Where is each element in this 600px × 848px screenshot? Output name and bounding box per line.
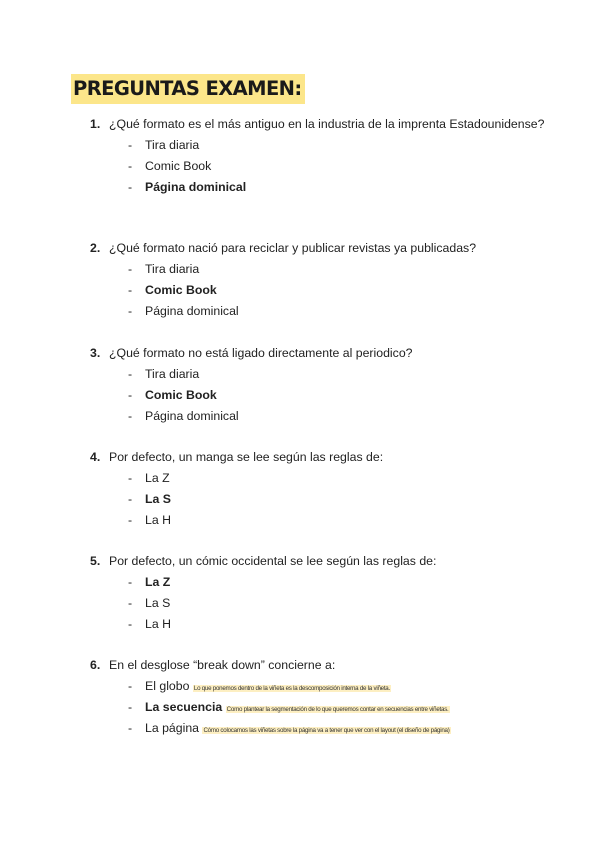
option-item: - Tira diaria bbox=[128, 367, 200, 381]
page-title: PREGUNTAS EXAMEN: bbox=[71, 74, 305, 104]
option-item: - El globo Lo que ponemos dentro de la viñeta es la descomposición interna de la viñeta. bbox=[128, 679, 390, 693]
question-6 bbox=[90, 655, 560, 741]
question-3 bbox=[90, 343, 560, 427]
option-label: Comic Book bbox=[145, 283, 217, 297]
options-list bbox=[90, 468, 560, 531]
question-1 bbox=[90, 114, 560, 198]
question-number: 2. bbox=[90, 241, 101, 255]
question-number: 6. bbox=[90, 658, 101, 672]
option-label: La S bbox=[145, 492, 171, 506]
option-label: Página dominical bbox=[145, 409, 239, 423]
option-item: - La Z bbox=[128, 471, 170, 485]
question-text: ¿Qué formato nació para reciclar y publicar revistas ya publicadas? bbox=[109, 241, 477, 255]
question-text: ¿Qué formato es el más antiguo en la industria de la imprenta Estadounidense? bbox=[109, 117, 545, 131]
options-list bbox=[90, 135, 560, 198]
question-2 bbox=[90, 238, 560, 322]
question-number: 3. bbox=[90, 346, 101, 360]
option-item: - La página Cómo colocamos las viñetas sobre la página va a tener que ver con el layout (el diseño de página) bbox=[128, 721, 450, 735]
option-label: La Z bbox=[145, 471, 170, 485]
option-label: La secuencia bbox=[145, 700, 223, 714]
option-item: - Comic Book bbox=[128, 159, 212, 173]
options-list bbox=[90, 364, 560, 427]
options-list bbox=[90, 572, 560, 635]
option-label: La S bbox=[145, 596, 171, 610]
option-label: Comic Book bbox=[145, 388, 217, 402]
option-item-correct: - Comic Book bbox=[128, 388, 217, 402]
option-label: Página dominical bbox=[145, 304, 239, 318]
option-label: La Z bbox=[145, 575, 171, 589]
option-item: - La S bbox=[128, 596, 171, 610]
option-label: Tira diaria bbox=[145, 367, 200, 381]
option-note: Lo que ponemos dentro de la viñeta es la descomposición interna de la viñeta. bbox=[193, 685, 390, 692]
option-item: - Página dominical bbox=[128, 304, 239, 318]
options-list bbox=[90, 259, 560, 322]
option-label: Tira diaria bbox=[145, 138, 200, 152]
question-text: Por defecto, un cómic occidental se lee según las reglas de: bbox=[109, 554, 437, 568]
option-item: - La H bbox=[128, 617, 171, 631]
option-note: Como plantear la segmentación de lo que queremos contar en secuencias entre viñetas. bbox=[226, 706, 449, 713]
question-number: 1. bbox=[90, 117, 101, 131]
question-5 bbox=[90, 551, 560, 635]
option-item: - La H bbox=[128, 513, 171, 527]
question-text: Por defecto, un manga se lee según las reglas de: bbox=[109, 450, 384, 464]
question-text: ¿Qué formato no está ligado directamente al periodico? bbox=[109, 346, 413, 360]
option-item-correct: - La secuencia Como plantear la segmentación de lo que queremos contar en secuencias entre viñetas. bbox=[128, 700, 449, 714]
option-item: - Tira diaria bbox=[128, 138, 200, 152]
option-label: La H bbox=[145, 513, 171, 527]
option-label: Página dominical bbox=[145, 180, 247, 194]
options-list bbox=[90, 678, 560, 741]
option-item-correct: - Página dominical bbox=[128, 180, 247, 194]
option-label: Comic Book bbox=[145, 159, 212, 173]
option-item: - Tira diaria bbox=[128, 262, 200, 276]
option-item: - Página dominical bbox=[128, 409, 239, 423]
option-item-correct: - La Z bbox=[128, 575, 171, 589]
option-item-correct: - La S bbox=[128, 492, 171, 506]
question-number: 4. bbox=[90, 450, 101, 464]
option-label: La página bbox=[145, 721, 200, 735]
option-label: Tira diaria bbox=[145, 262, 200, 276]
option-note: Cómo colocamos las viñetas sobre la página va a tener que ver con el layout (el diseño de página) bbox=[203, 727, 450, 734]
question-text: En el desglose “break down” concierne a: bbox=[109, 658, 336, 672]
question-number: 5. bbox=[90, 554, 101, 568]
option-label: El globo bbox=[145, 679, 190, 693]
option-item-correct: - Comic Book bbox=[128, 283, 217, 297]
option-label: La H bbox=[145, 617, 171, 631]
question-4 bbox=[90, 447, 560, 531]
